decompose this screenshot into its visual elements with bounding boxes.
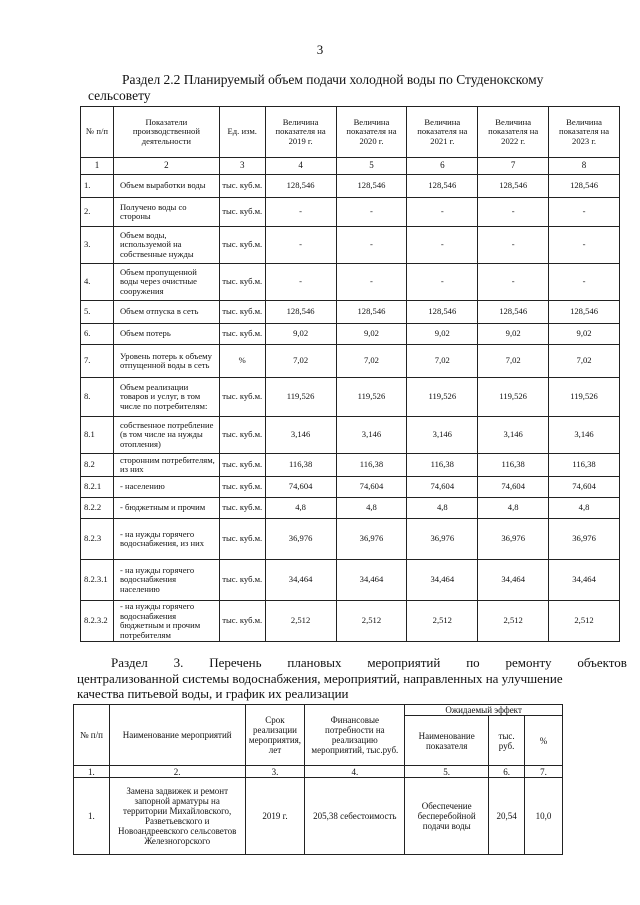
table1-row xyxy=(81,227,620,264)
table1-cell-value: 34,464 xyxy=(336,560,407,601)
table1-cell-number: 8.2 xyxy=(81,454,114,477)
table1-cell-value: 116,38 xyxy=(478,454,549,477)
table1-cell-value: 128,546 xyxy=(265,175,336,198)
table2-index-cell: 3. xyxy=(245,766,305,778)
table2-cell-finance: 205,38 себестоимость xyxy=(305,778,405,855)
table2-index-cell: 5. xyxy=(405,766,489,778)
table1-cell-value: 2,512 xyxy=(478,601,549,642)
table1-cell-unit: тыс. куб.м. xyxy=(219,519,265,560)
table1-cell-value: 4,8 xyxy=(478,498,549,519)
section-3-word: ремонту xyxy=(505,655,552,670)
table1-cell-number: 8.2.2 xyxy=(81,498,114,519)
section-title-line-1: Раздел 2.2 Планируемый объем подачи холодной воды по Студенокскому xyxy=(122,72,544,87)
table2-header-cell: % xyxy=(525,716,563,766)
table1-cell-indicator: - на нужды горячего водоснабжения населению xyxy=(113,560,219,601)
table1-cell-value: 128,546 xyxy=(478,175,549,198)
table1-cell-value: 4,8 xyxy=(407,498,478,519)
table1-row xyxy=(81,301,620,324)
table1-cell-number: 8.2.1 xyxy=(81,477,114,498)
table1-cell-unit: тыс. куб.м. xyxy=(219,477,265,498)
table1-cell-number: 2. xyxy=(81,198,114,227)
repair-measures-table xyxy=(73,704,563,855)
table1-cell-value: 34,464 xyxy=(549,560,620,601)
table1-cell-number: 1. xyxy=(81,175,114,198)
table1-cell-value: - xyxy=(478,227,549,264)
table1-cell-unit: тыс. куб.м. xyxy=(219,560,265,601)
table1-header-cell: Величина показателя на 2022 г. xyxy=(478,107,549,158)
table1-cell-value: 128,546 xyxy=(407,175,478,198)
table1-cell-indicator: Объем пропущенной воды через очистные сооружения xyxy=(113,264,219,301)
table2-header-cell: № п/п xyxy=(74,705,110,766)
table1-index-cell: 1 xyxy=(81,158,114,175)
table1-cell-unit: тыс. куб.м. xyxy=(219,601,265,642)
table1-cell-unit: тыс. куб.м. xyxy=(219,498,265,519)
table1-cell-value: 3,146 xyxy=(336,417,407,454)
table1-index-cell: 4 xyxy=(265,158,336,175)
page-number: 3 xyxy=(316,42,324,57)
table2-index-cell: 4. xyxy=(305,766,405,778)
table1-index-row xyxy=(81,158,620,175)
table1-cell-unit: тыс. куб.м. xyxy=(219,264,265,301)
table1-cell-value: 36,976 xyxy=(549,519,620,560)
table1-cell-value: - xyxy=(478,264,549,301)
table1-index-cell: 7 xyxy=(478,158,549,175)
table1-cell-value: 119,526 xyxy=(336,378,407,417)
table1-cell-value: 74,604 xyxy=(549,477,620,498)
table1-cell-number: 8.1 xyxy=(81,417,114,454)
table1-cell-number: 8.2.3.1 xyxy=(81,560,114,601)
table1-cell-number: 7. xyxy=(81,345,114,378)
table1-header-row xyxy=(81,107,620,158)
table1-cell-value: 36,976 xyxy=(407,519,478,560)
table1-header-cell: Величина показателя на 2021 г. xyxy=(407,107,478,158)
table1-cell-value: 9,02 xyxy=(478,324,549,345)
table1-cell-value: 128,546 xyxy=(549,301,620,324)
table1-index-cell: 6 xyxy=(407,158,478,175)
table1-cell-value: 116,38 xyxy=(265,454,336,477)
section-3-word: объектов xyxy=(577,655,627,670)
table2-cell-effect-rub: 20,54 xyxy=(489,778,525,855)
table1-header-cell: Величина показателя на 2023 г. xyxy=(549,107,620,158)
table1-cell-number: 8.2.3.2 xyxy=(81,601,114,642)
table1-header-cell: Ед. изм. xyxy=(219,107,265,158)
table1-cell-value: 7,02 xyxy=(407,345,478,378)
table1-cell-value: 2,512 xyxy=(407,601,478,642)
table1-cell-value: 128,546 xyxy=(407,301,478,324)
table1-cell-value: - xyxy=(265,227,336,264)
table1-cell-value: 9,02 xyxy=(336,324,407,345)
table1-row xyxy=(81,324,620,345)
table1-header-cell: Величина показателя на 2019 г. xyxy=(265,107,336,158)
table1-cell-value: 9,02 xyxy=(407,324,478,345)
table1-cell-indicator: Объем воды, используемой на собственные нужды xyxy=(113,227,219,264)
table1-cell-indicator: - населению xyxy=(113,477,219,498)
table1-cell-value: - xyxy=(407,227,478,264)
section-3-line-1 xyxy=(77,655,627,671)
table1-cell-value: 34,464 xyxy=(265,560,336,601)
table1-cell-indicator: Объем выработки воды xyxy=(113,175,219,198)
table1-cell-value: 36,976 xyxy=(265,519,336,560)
section-title-line-2: сельсовету xyxy=(88,88,151,103)
table2-header-cell: Наименование мероприятий xyxy=(109,705,245,766)
table2-header-cell: Финансовые потребности на реализацию мероприятий, тыс.руб. xyxy=(305,705,405,766)
table1-cell-value: 34,464 xyxy=(478,560,549,601)
table1-cell-value: - xyxy=(265,264,336,301)
table1-cell-value: 3,146 xyxy=(478,417,549,454)
table1-cell-value: 7,02 xyxy=(336,345,407,378)
table1-index-cell: 3 xyxy=(219,158,265,175)
table1-row xyxy=(81,498,620,519)
table2-cell-effect-name: Обеспечение бесперебойной подачи воды xyxy=(405,778,489,855)
table1-cell-number: 8.2.3 xyxy=(81,519,114,560)
table1-cell-value: - xyxy=(336,264,407,301)
table1-cell-value: - xyxy=(407,264,478,301)
table1-cell-value: 128,546 xyxy=(478,301,549,324)
section-3-word: мероприятий xyxy=(367,655,441,670)
table1-cell-value: 34,464 xyxy=(407,560,478,601)
table1-cell-unit: тыс. куб.м. xyxy=(219,227,265,264)
table1-cell-value: 119,526 xyxy=(407,378,478,417)
table1-cell-value: 36,976 xyxy=(336,519,407,560)
section-2-2-title xyxy=(88,72,608,104)
table1-cell-value: 116,38 xyxy=(549,454,620,477)
table1-cell-indicator: Объем реализации товаров и услуг, в том числе по потребителям: xyxy=(113,378,219,417)
table1-cell-value: 3,146 xyxy=(265,417,336,454)
table1-index-cell: 2 xyxy=(113,158,219,175)
section-3-line-2: централизованной системы водоснабжения, мероприятий, направленных на улучшение xyxy=(77,670,563,686)
table2-index-row xyxy=(74,766,563,778)
table2-header-cell: Наименование показателя xyxy=(405,716,489,766)
table1-cell-unit: тыс. куб.м. xyxy=(219,175,265,198)
table1-cell-value: 4,8 xyxy=(549,498,620,519)
table2-cell-term: 2019 г. xyxy=(245,778,305,855)
section-3-word: Раздел xyxy=(111,655,148,670)
table1-cell-unit: тыс. куб.м. xyxy=(219,324,265,345)
table1-cell-indicator: Уровень потерь к объему отпущенной воды в сеть xyxy=(113,345,219,378)
table2-row xyxy=(74,778,563,855)
table1-cell-number: 8. xyxy=(81,378,114,417)
table1-cell-value: - xyxy=(549,264,620,301)
table2-header-cell: Срок реализации мероприятия, лет xyxy=(245,705,305,766)
table1-cell-value: 4,8 xyxy=(336,498,407,519)
table1-cell-value: 74,604 xyxy=(478,477,549,498)
table1-cell-indicator: Объем отпуска в сеть xyxy=(113,301,219,324)
table1-cell-value: 128,546 xyxy=(549,175,620,198)
table1-cell-value: - xyxy=(336,227,407,264)
table1-cell-indicator: - бюджетным и прочим xyxy=(113,498,219,519)
table1-cell-value: 2,512 xyxy=(336,601,407,642)
table1-cell-unit: тыс. куб.м. xyxy=(219,417,265,454)
table2-header-cell: Ожидаемый эффект xyxy=(405,705,563,716)
table1-index-cell: 8 xyxy=(549,158,620,175)
table1-cell-number: 6. xyxy=(81,324,114,345)
table1-cell-value: 2,512 xyxy=(265,601,336,642)
table1-row xyxy=(81,601,620,642)
table1-cell-indicator: собственное потребление (в том числе на нужды отопления) xyxy=(113,417,219,454)
table1-index-cell: 5 xyxy=(336,158,407,175)
section-3-word: Перечень xyxy=(209,655,262,670)
table1-cell-indicator: - на нужды горячего водоснабжения бюджетным и прочим потребителям xyxy=(113,601,219,642)
table1-cell-unit: тыс. куб.м. xyxy=(219,378,265,417)
section-3-line-3: качества питьевой воды, и график их реализации xyxy=(77,686,349,701)
section-3-word: по xyxy=(466,655,480,670)
table1-row xyxy=(81,264,620,301)
table1-cell-value: 119,526 xyxy=(549,378,620,417)
table2-header-row-1 xyxy=(74,705,563,716)
table2-cell-name: Замена задвижек и ремонт запорной арматуры на территории Михайловского, Разветьевского и Новоандреевского сельсоветов Железногорского xyxy=(109,778,245,855)
table1-cell-value: - xyxy=(549,198,620,227)
table1-cell-number: 3. xyxy=(81,227,114,264)
table1-cell-indicator: - на нужды горячего водоснабжения, из них xyxy=(113,519,219,560)
table1-row xyxy=(81,477,620,498)
table1-cell-value: 116,38 xyxy=(407,454,478,477)
table1-cell-value: - xyxy=(549,227,620,264)
table2-header-cell: тыс. руб. xyxy=(489,716,525,766)
table1-cell-unit: тыс. куб.м. xyxy=(219,301,265,324)
section-3-word: 3. xyxy=(173,655,184,670)
table1-cell-value: 9,02 xyxy=(549,324,620,345)
table1-row xyxy=(81,560,620,601)
table1-cell-indicator: сторонним потребителям, из них xyxy=(113,454,219,477)
table2-index-cell: 1. xyxy=(74,766,110,778)
table1-cell-unit: тыс. куб.м. xyxy=(219,198,265,227)
table1-cell-value: 128,546 xyxy=(265,301,336,324)
table1-cell-value: 2,512 xyxy=(549,601,620,642)
table1-cell-value: - xyxy=(265,198,336,227)
table2-index-cell: 2. xyxy=(109,766,245,778)
table1-cell-value: 74,604 xyxy=(336,477,407,498)
table1-cell-value: - xyxy=(407,198,478,227)
table1-row xyxy=(81,175,620,198)
water-supply-volume-table xyxy=(80,106,620,642)
table1-cell-value: 116,38 xyxy=(336,454,407,477)
table1-row xyxy=(81,519,620,560)
table1-cell-indicator: Получено воды со стороны xyxy=(113,198,219,227)
table1-cell-value: 119,526 xyxy=(478,378,549,417)
table1-cell-number: 4. xyxy=(81,264,114,301)
table2-index-cell: 6. xyxy=(489,766,525,778)
table1-cell-value: 9,02 xyxy=(265,324,336,345)
table1-cell-value: 128,546 xyxy=(336,301,407,324)
table1-cell-value: 7,02 xyxy=(265,345,336,378)
table1-cell-value: - xyxy=(478,198,549,227)
table1-cell-value: 74,604 xyxy=(265,477,336,498)
table1-header-cell: № п/п xyxy=(81,107,114,158)
table1-cell-value: 3,146 xyxy=(407,417,478,454)
table1-cell-value: - xyxy=(336,198,407,227)
table2-cell-effect-pct: 10,0 xyxy=(525,778,563,855)
table1-row xyxy=(81,345,620,378)
table1-cell-unit: % xyxy=(219,345,265,378)
section-3-title xyxy=(77,655,627,702)
table1-cell-value: 36,976 xyxy=(478,519,549,560)
table1-header-cell: Показатели производственной деятельности xyxy=(113,107,219,158)
section-3-word: плановых xyxy=(287,655,342,670)
table1-row xyxy=(81,378,620,417)
table2-index-cell: 7. xyxy=(525,766,563,778)
table1-cell-value: 3,146 xyxy=(549,417,620,454)
table1-cell-value: 128,546 xyxy=(336,175,407,198)
table1-header-cell: Величина показателя на 2020 г. xyxy=(336,107,407,158)
table1-cell-value: 7,02 xyxy=(478,345,549,378)
table1-cell-value: 4,8 xyxy=(265,498,336,519)
table1-cell-value: 119,526 xyxy=(265,378,336,417)
table1-row xyxy=(81,198,620,227)
table1-cell-unit: тыс. куб.м. xyxy=(219,454,265,477)
table1-row xyxy=(81,417,620,454)
table1-cell-value: 74,604 xyxy=(407,477,478,498)
table2-cell-number: 1. xyxy=(74,778,110,855)
table1-cell-indicator: Объем потерь xyxy=(113,324,219,345)
table1-cell-number: 5. xyxy=(81,301,114,324)
table1-row xyxy=(81,454,620,477)
table1-cell-value: 7,02 xyxy=(549,345,620,378)
